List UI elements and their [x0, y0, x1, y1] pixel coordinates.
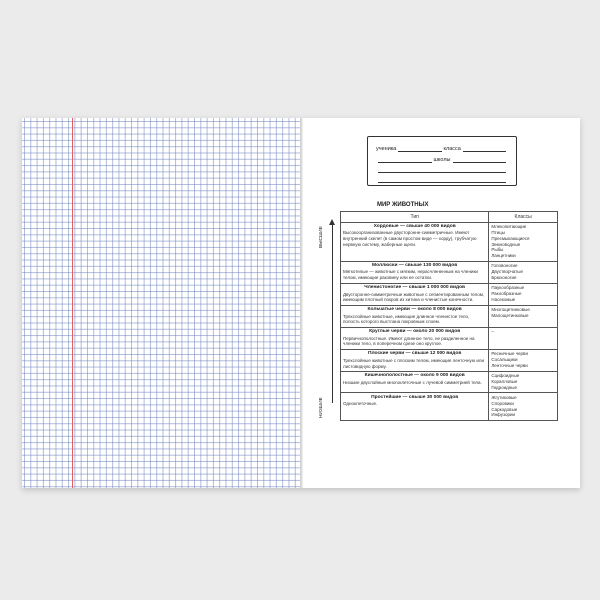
table-header-row: [341, 212, 558, 223]
class-item: Земноводные: [491, 241, 521, 247]
type-description: Первичнополостные. Имеют длинное тело, не разделенное на членики тело, в поперечном срезе оно круглое.: [343, 335, 475, 347]
type-cell: [341, 222, 489, 261]
header-classes: Классы: [489, 212, 558, 223]
type-name: Простейшие — свыше 30 000 видов: [371, 394, 459, 400]
class-item: Сосальщики: [491, 357, 518, 363]
fill-line: [378, 177, 506, 183]
table-row: [341, 371, 558, 393]
class-item: Многощетинковые: [491, 307, 530, 313]
margin-line: [72, 118, 73, 488]
type-description: Высокоорганизованные двусторонне-симметричные. Имеют внутренний скелет (в самом простом виде — хорду), трубчатую нервную систему, жаберные щели.: [343, 230, 477, 248]
table-row: [341, 222, 558, 261]
class-item: –: [491, 329, 494, 335]
type-description: Мягкотелые — животные с мягким, нерасчлененным на членики телом, имеющие раковину или ее остатки.: [343, 269, 478, 281]
class-item: Пресмыкающиеся: [491, 235, 530, 241]
type-name: Моллюски — свыше 130 000 видов: [372, 263, 458, 269]
type-cell: [341, 371, 489, 393]
name-label-box: [367, 136, 517, 186]
type-description: Двусторонне-симметричные животные с сегментированным телом, имеющим плотный покров из хитина и членистые конечности.: [343, 291, 485, 303]
label-row-blank: [376, 177, 508, 183]
type-name: Кольчатые черви — около 8 000 видов: [367, 307, 462, 313]
class-item: Ракообразные: [491, 290, 522, 296]
classes-cell: [489, 349, 558, 371]
evolution-axis: [319, 213, 337, 418]
class-item: Инфузории: [491, 412, 515, 418]
table-row: [341, 283, 558, 305]
table-row: [341, 261, 558, 283]
label-row-student: [376, 146, 508, 152]
classes-cell: [489, 283, 558, 305]
type-cell: [341, 261, 489, 283]
type-name: Хордовые — свыше 40 000 видов: [373, 224, 456, 229]
animal-kingdom-table: [340, 211, 558, 421]
class-item: Малощетинковые: [491, 313, 529, 319]
type-cell: [341, 283, 489, 305]
classes-cell: [489, 261, 558, 283]
axis-label-low: НИЗШИЕ: [319, 397, 324, 418]
student-label: ученика: [376, 146, 397, 152]
grid-page: [22, 118, 300, 488]
classes-cell: [489, 371, 558, 393]
label-row-school: [376, 157, 508, 163]
class-item: Саркодовые: [491, 406, 518, 412]
open-notebook: [22, 118, 580, 488]
table-title: МИР ЖИВОТНЫХ: [377, 202, 429, 208]
classes-cell: [489, 305, 558, 327]
fill-line: [378, 167, 506, 173]
table-row: [341, 327, 558, 349]
class-item: Жгутиковые: [491, 394, 517, 400]
classes-cell: [489, 393, 558, 420]
class-item: Насекомые: [491, 296, 516, 302]
type-description: Одноклеточные.: [343, 401, 378, 407]
cover-inside-page: [303, 118, 580, 488]
fill-line: [463, 146, 506, 152]
class-item: Споровики: [491, 400, 514, 406]
axis-line: [332, 223, 333, 403]
class-item: Ланцетники: [491, 253, 516, 259]
classes-cell: [489, 222, 558, 261]
class-item: Млекопитающие: [491, 224, 527, 229]
axis-label-high: ВЫСШИЕ: [319, 226, 324, 248]
class-label: класса: [443, 146, 461, 152]
type-name: Круглые черви — около 20 000 видов: [369, 329, 461, 335]
type-cell: [341, 393, 489, 420]
type-cell: [341, 349, 489, 371]
table-row: [341, 349, 558, 371]
school-label: школы: [433, 157, 451, 163]
table-row: [341, 305, 558, 327]
table-body: [341, 222, 558, 420]
class-item: Гидроидные: [491, 385, 518, 391]
type-description: Трехслойные животные, имеющие длинное членистое тело, полость которого выстлана покровным слоем.: [343, 313, 470, 325]
class-item: Коралловые: [491, 379, 518, 385]
class-item: Птицы: [491, 229, 505, 235]
class-item: Ленточные черви: [491, 363, 528, 368]
label-row-blank: [376, 167, 508, 173]
type-name: Членистоногие — свыше 1 000 000 видов: [364, 285, 466, 291]
class-item: Рыбы: [491, 247, 504, 253]
header-type: Тип: [341, 212, 489, 223]
classes-cell: [489, 327, 558, 349]
fill-line: [453, 157, 507, 163]
class-item: Брюхоногие: [491, 274, 517, 280]
fill-line: [398, 146, 441, 152]
class-item: Сцифоидные: [491, 373, 520, 379]
class-item: Ресничные черви: [491, 351, 528, 357]
type-description: Трехслойные животные с плоским телом, имеющие ленточную или листовидную форму.: [343, 357, 484, 369]
type-name: Кишечнополостные — около 9 000 видов: [364, 373, 465, 379]
type-name: Плоские черви — свыше 12 000 видов: [367, 351, 462, 357]
fill-line: [378, 157, 432, 163]
class-item: Паукообразные: [491, 285, 525, 291]
type-cell: [341, 305, 489, 327]
class-item: Головоногие: [491, 263, 518, 269]
type-cell: [341, 327, 489, 349]
table-row: [341, 393, 558, 420]
type-description: Низшие двуслойные многоклеточные с лучевой симметрией тела.: [343, 379, 482, 385]
class-item: Двустворчатые: [491, 268, 523, 274]
